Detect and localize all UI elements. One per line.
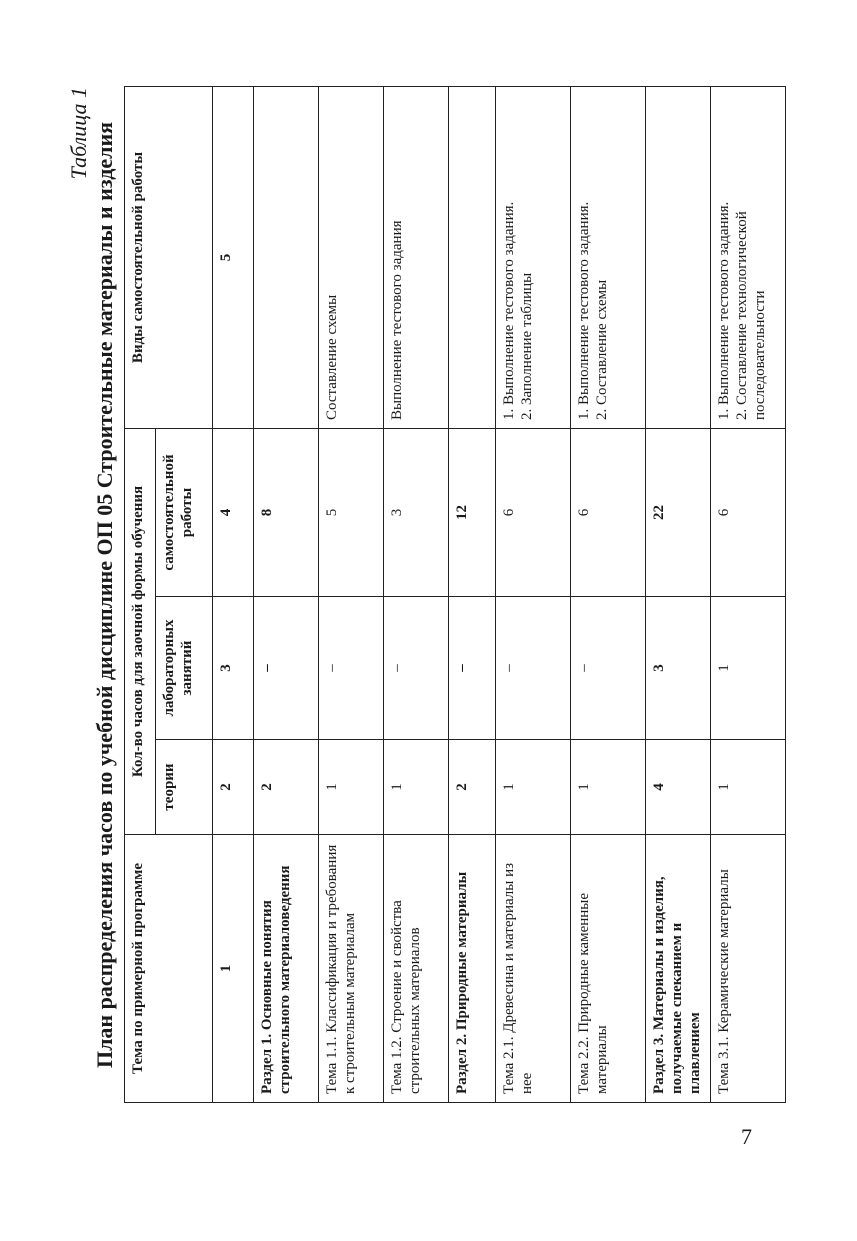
theory-cell: 4 — [646, 740, 711, 835]
lab-cell: – — [319, 597, 384, 740]
table-row — [496, 86, 571, 1102]
page-number: 7 — [741, 1124, 752, 1149]
topic-cell: Тема 1.1. Классификация и требования к строительным материалам — [319, 835, 384, 1103]
self-hours-cell: 12 — [449, 428, 496, 596]
column-number: 1 — [213, 835, 254, 1103]
table-row — [711, 86, 786, 1102]
theory-cell: 1 — [384, 740, 449, 835]
self-work-cell: 1. Выполнение тестового задания. 2. Заполнение таблицы — [496, 86, 571, 428]
self-hours-cell: 22 — [646, 428, 711, 596]
self-hours-cell: 5 — [319, 428, 384, 596]
topic-cell: Раздел 2. Природные материалы — [449, 835, 496, 1103]
self-work-cell: 1. Выполнение тестового задания. 2. Составление технологической последовательности — [711, 86, 786, 428]
hours-plan-table — [124, 86, 786, 1103]
table-row — [571, 86, 646, 1102]
header-self-work: Виды самостоятельной работы — [125, 86, 213, 428]
lab-cell: – — [571, 597, 646, 740]
self-hours-cell: 8 — [254, 428, 319, 596]
self-work-cell — [449, 86, 496, 428]
table-label: Таблица 1 — [66, 87, 91, 180]
topic-cell: Тема 2.2. Природные каменные материалы — [571, 835, 646, 1103]
theory-cell: 1 — [571, 740, 646, 835]
theory-cell: 1 — [496, 740, 571, 835]
header-hours-group: Кол-во часов для заочной формы обучения — [125, 428, 156, 834]
theory-cell: 2 — [449, 740, 496, 835]
lab-cell: – — [384, 597, 449, 740]
header-topic: Тема по примерной программе — [125, 835, 213, 1103]
self-work-cell: Составление схемы — [319, 86, 384, 428]
self-work-cell — [254, 86, 319, 428]
header-lab: лабораторных занятий — [156, 597, 213, 740]
lab-cell: – — [449, 597, 496, 740]
table-row — [449, 86, 496, 1102]
table-title: План распределения часов по учебной дисциплине ОП 05 Строительные материалы и изделия — [92, 121, 117, 1069]
topic-cell: Тема 2.1. Древесина и материалы из нее — [496, 835, 571, 1103]
table-row — [384, 86, 449, 1102]
theory-cell: 2 — [254, 740, 319, 835]
self-work-cell: Выполнение тестового задания — [384, 86, 449, 428]
theory-cell: 1 — [711, 740, 786, 835]
column-number-row — [213, 86, 254, 1102]
topic-cell: Раздел 3. Материалы и изделия, получаемые спеканием и плавлением — [646, 835, 711, 1103]
self-work-cell — [646, 86, 711, 428]
column-number: 5 — [213, 86, 254, 428]
topic-cell: Раздел 1. Основные понятия строительного материаловедения — [254, 835, 319, 1103]
self-work-cell: 1. Выполнение тестового задания. 2. Составление схемы — [571, 86, 646, 428]
rotated-table-block — [66, 83, 786, 1103]
column-number: 2 — [213, 740, 254, 835]
self-hours-cell: 3 — [384, 428, 449, 596]
table-row — [319, 86, 384, 1102]
self-hours-cell: 6 — [496, 428, 571, 596]
table-row — [646, 86, 711, 1102]
self-hours-cell: 6 — [571, 428, 646, 596]
lab-cell: 3 — [646, 597, 711, 740]
lab-cell: – — [254, 597, 319, 740]
topic-cell: Тема 3.1. Керамические материалы — [711, 835, 786, 1103]
self-hours-cell: 6 — [711, 428, 786, 596]
table-row — [254, 86, 319, 1102]
lab-cell: – — [496, 597, 571, 740]
header-self-hours: самостоятельной работы — [156, 428, 213, 596]
column-number: 3 — [213, 597, 254, 740]
header-theory: теории — [156, 740, 213, 835]
column-number: 4 — [213, 428, 254, 596]
header-row — [125, 86, 156, 1102]
topic-cell: Тема 1.2. Строение и свойства строительных материалов — [384, 835, 449, 1103]
theory-cell: 1 — [319, 740, 384, 835]
lab-cell: 1 — [711, 597, 786, 740]
